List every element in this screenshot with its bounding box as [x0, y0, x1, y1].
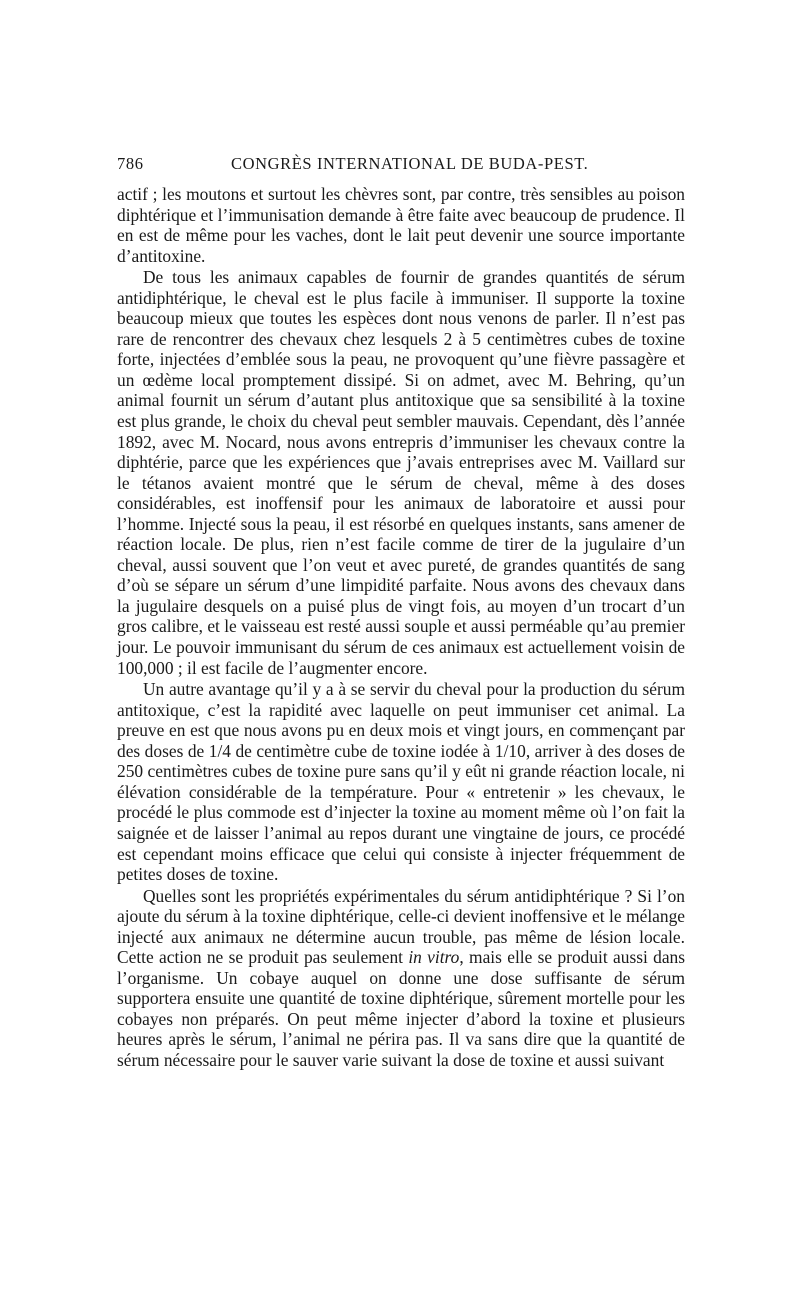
body-text: [117, 184, 685, 1071]
paragraph-continuation: actif ; les moutons et surtout les chèvres sont, par contre, très sensibles au poison diphtérique et l’immunisation demande à être faite avec beaucoup de prudence. Il en est de même pour les vaches, dont le lait peut devenir une source importante d’antitoxine.: [117, 184, 685, 266]
paragraph-horse-immunization: De tous les animaux capables de fournir de grandes quantités de sérum antidiphtérique, le cheval est le plus facile à immuniser. Il supporte la toxine beaucoup mieux que toutes les espèces dont nous venons de parler. Il n’est pas rare de rencontrer des chevaux chez lesquels 2 à 5 centimètres cubes de toxine forte, injectées d’emblée sous la peau, ne provoquent qu’une fièvre passagère et un œdème local promptement dissipé. Si on admet, avec M. Behring, qu’un animal fournit un sérum d’autant plus antitoxique que sa sensibilité à la toxine est plus grande, le choix du cheval peut sembler mauvais. Cependant, dès l’année 1892, avec M. Nocard, nous avons entrepris d’immuniser les chevaux contre la diphtérie, parce que les expériences que j’avais entreprises avec M. Vaillard sur le tétanos avaient montré que le sérum de cheval, même à des doses considérables, est inoffensif pour les animaux de laboratoire et aussi pour l’homme. Injecté sous la peau, il est résorbé en quelques instants, sans amener de réaction locale. De plus, rien n’est facile comme de tirer de la jugulaire d’un cheval, aussi souvent que l’on veut et avec pureté, de grandes quantités de sang d’où se sépare un sérum d’une limpidité parfaite. Nous avons des chevaux dans la jugulaire desquels on a puisé plus de vingt fois, au moyen d’un trocart d’un gros calibre, et le vaisseau est resté aussi souple et aussi perméable qu’au premier jour. Le pouvoir immunisant du sérum de ces animaux est actuellement voisin de 100,000 ; il est facile de l’augmenter encore.: [117, 267, 685, 678]
italic-term: in vitro: [408, 947, 460, 968]
paragraph-rapidity: Un autre avantage qu’il y a à se servir du cheval pour la production du sérum antitoxique, c’est la rapidité avec laquelle on peut immuniser cet animal. La preuve en est que nous avons pu en deux mois et vingt jours, en commençant par des doses de 1/4 de centimètre cube de toxine iodée à 1/10, arriver à des doses de 250 centimètres cubes de toxine pure sans qu’il y eût ni grande réaction locale, ni élévation considérable de la température. Pour « entretenir » les chevaux, le procédé le plus commode est d’injecter la toxine au moment même où l’on fait la saignée et de laisser l’animal au repos durant une vingtaine de jours, ce procédé est cependant moins efficace que celui qui consiste à injecter fréquemment de petites doses de toxine.: [117, 679, 685, 885]
paragraph-text-part: , mais elle se produit aussi dans l’organisme. Un cobaye auquel on donne une dose suffisante de sérum supportera ensuite une quantité de toxine diphtérique, sûrement mortelle pour les cobayes non préparés. On peut même injecter d’abord la toxine et plusieurs heures après le sérum, l’animal ne périra pas. Il va sans dire que la quantité de sérum nécessaire pour le sauver varie suivant la dose de toxine et aussi suivant: [117, 947, 686, 1070]
page-number: 786: [117, 154, 144, 173]
paragraph-text-part: Quelles sont les propriétés expérimentales du sérum antidiphtérique ? Si l’on ajoute du sérum à la toxine diphtérique, celle-ci devient inoffensive et le mélange injecté aux animaux ne détermine aucun trouble, pas même de lésion locale. Cette action ne se produit pas seulement: [117, 885, 685, 968]
running-title: CONGRÈS INTERNATIONAL DE BUDA-PEST.: [231, 154, 589, 173]
paragraph-serum-properties: [117, 886, 685, 1071]
book-page: [117, 152, 685, 1071]
running-head: [117, 152, 685, 176]
